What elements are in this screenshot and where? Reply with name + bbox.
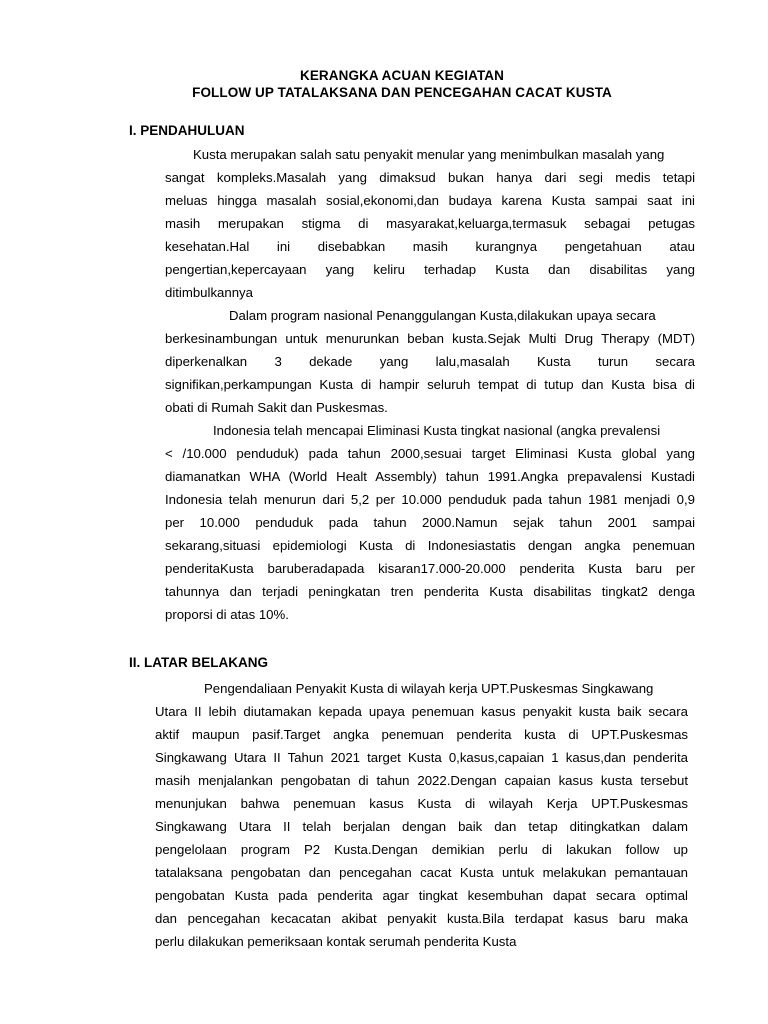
paragraph-line: diperkenalkan 3 dekade yang lalu,masalah Kusta turun secara	[165, 354, 695, 369]
paragraph-line: ditimbulkannya	[165, 285, 253, 300]
paragraph-line: tatalaksana pengobatan dan pencegahan cacat Kusta untuk melakukan pemantauan	[155, 865, 688, 880]
paragraph-line: Singkawang Utara II Tahun 2021 target Kusta 0,kasus,capaian 1 kasus,dan penderita	[155, 750, 688, 765]
paragraph-line: sangat kompleks.Masalah yang dimaksud bukan hanya dari segi medis tetapi	[165, 170, 695, 185]
paragraph-line: Utara II lebih diutamakan kepada upaya penemuan kasus penyakit kusta baik secara	[155, 704, 688, 719]
paragraph-line: dan pencegahan kecacatan akibat penyakit kusta.Bila terdapat kasus baru maka	[155, 911, 688, 926]
paragraph-line: Kusta merupakan salah satu penyakit menular yang menimbulkan masalah yang	[193, 147, 665, 162]
paragraph-line: obati di Rumah Sakit dan Puskesmas.	[165, 400, 388, 415]
paragraph-line: penderitaKusta baruberadapada kisaran17.000-20.000 penderita Kusta baru per	[165, 561, 695, 576]
paragraph-line: Dalam program nasional Penanggulangan Kusta,dilakukan upaya secara	[229, 308, 656, 323]
document-subtitle: FOLLOW UP TATALAKSANA DAN PENCEGAHAN CACAT KUSTA	[192, 85, 612, 100]
paragraph-line: signifikan,perkampungan Kusta di hampir seluruh tempat di tutup dan Kusta bisa di	[165, 377, 695, 392]
paragraph-line: Indonesia telah mencapai Eliminasi Kusta tingkat nasional (angka prevalensi	[213, 423, 661, 438]
paragraph-line: diamanatkan WHA (World Healt Assembly) tahun 1991.Angka prepavalensi Kustadi	[165, 469, 695, 484]
paragraph-line: per 10.000 penduduk pada tahun 2000.Namun sejak tahun 2001 sampai	[165, 515, 695, 530]
paragraph-line: perlu dilakukan pemeriksaan kontak serumah penderita Kusta	[155, 934, 517, 949]
section-heading-pendahuluan: I. PENDAHULUAN	[129, 123, 245, 138]
paragraph-line: < /10.000 penduduk) pada tahun 2000,sesuai target Eliminasi Kusta global yang	[165, 446, 695, 461]
paragraph-line: aktif maupun pasif.Target angka penemuan penderita kusta di UPT.Puskesmas	[155, 727, 688, 742]
paragraph-line: pengobatan Kusta pada penderita agar tingkat kesembuhan dapat secara optimal	[155, 888, 688, 903]
paragraph-line: tahunnya dan terjadi peningkatan tren penderita Kusta disabilitas tingkat2 denga	[165, 584, 695, 599]
paragraph-line: masih menjalankan pengobatan di tahun 2022.Dengan capaian kasus kusta tersebut	[155, 773, 688, 788]
document-title: KERANGKA ACUAN KEGIATAN	[299, 68, 505, 83]
paragraph-line: berkesinambungan untuk menurunkan beban kusta.Sejak Multi Drug Therapy (MDT)	[165, 331, 695, 346]
paragraph-line: Singkawang Utara II telah berjalan dengan baik dan tetap ditingkatkan dalam	[155, 819, 688, 834]
paragraph-line: masih merupakan stigma di masyarakat,keluarga,termasuk sebagai petugas	[165, 216, 695, 231]
paragraph-line: pengelolaan program P2 Kusta.Dengan demikian perlu di lakukan follow up	[155, 842, 688, 857]
paragraph-line: pengertian,kepercayaan yang keliru terhadap Kusta dan disabilitas yang	[165, 262, 695, 277]
paragraph-line: Pengendaliaan Penyakit Kusta di wilayah kerja UPT.Puskesmas Singkawang	[204, 681, 654, 696]
paragraph-line: meluas hingga masalah sosial,ekonomi,dan budaya karena Kusta sampai saat ini	[165, 193, 695, 208]
paragraph-line: sekarang,situasi epidemiologi Kusta di Indonesiastatis dengan angka penemuan	[165, 538, 695, 553]
paragraph-line: kesehatan.Hal ini disebabkan masih kurangnya pengetahuan atau	[165, 239, 695, 254]
paragraph-line: menunjukan bahwa penemuan kasus Kusta di wilayah Kerja UPT.Puskesmas	[155, 796, 688, 811]
section-heading-latar-belakang: II. LATAR BELAKANG	[129, 655, 268, 670]
paragraph-line: proporsi di atas 10%.	[165, 607, 289, 622]
paragraph-line: Indonesia telah menurun dari 5,2 per 10.000 penduduk pada tahun 1981 menjadi 0,9	[165, 492, 695, 507]
